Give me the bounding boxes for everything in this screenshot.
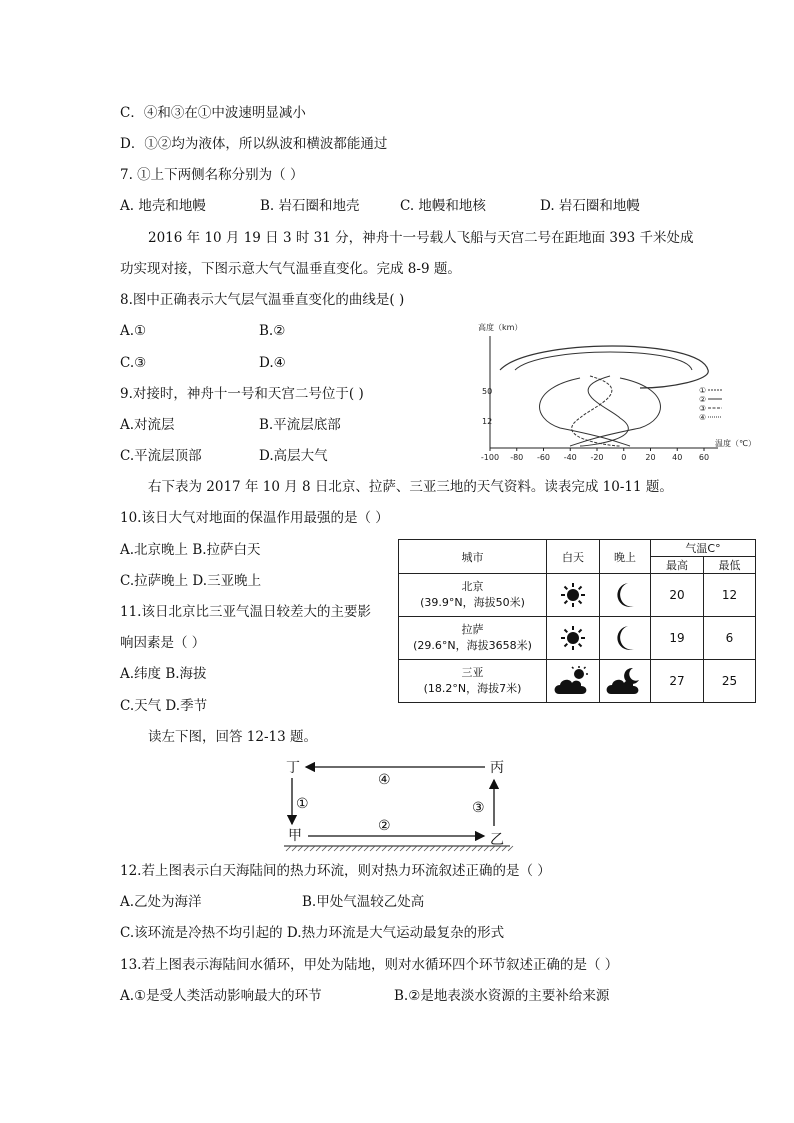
max-temp: 19 [651, 617, 704, 660]
chart-ylabel: 高度（km） [478, 323, 523, 332]
q8-option-c: C.③ [120, 355, 147, 371]
moon-icon [600, 617, 651, 660]
cloud-moon-icon [600, 660, 651, 703]
table-row [399, 617, 756, 660]
q10-options-cd: C.拉萨晚上 D.三亚晚上 [120, 573, 262, 589]
label-ding: 丁 [286, 760, 300, 776]
q8-option-a: A.① [120, 323, 147, 339]
option-c-q6: C．④和③在①中波速明显减小 [120, 105, 306, 121]
q12-options-cd: C.该环流是冷热不均引起的 D.热力环流是大气运动最复杂的形式 [120, 925, 505, 941]
city-name: 北京 [461, 580, 484, 593]
intro-12-13: 读左下图，回答 12-13 题。 [148, 729, 318, 745]
q9-option-a: A.对流层 [120, 417, 175, 433]
question-9: 9.对接时，神舟十一号和天宫二号位于( ) [120, 386, 364, 402]
question-12: 12.若上图表示白天海陆间的热力环流，则对热力环流叙述正确的是（ ） [120, 863, 551, 879]
legend-label-4: ④ [699, 413, 707, 422]
q11-options-ab: A.纬度 B.海拔 [120, 666, 207, 682]
header-day: 白天 [547, 540, 600, 574]
x-tick-label: 20 [645, 453, 656, 462]
q8-option-b: B.② [259, 323, 286, 339]
q13-option-b: B.②是地表淡水资源的主要补给来源 [394, 988, 610, 1004]
table-row [399, 660, 756, 703]
legend-label-3: ③ [699, 404, 707, 413]
max-temp: 20 [651, 574, 704, 617]
city-cell [399, 617, 547, 660]
q12-option-a: A.乙处为海洋 [120, 894, 202, 910]
min-temp: 12 [704, 574, 756, 617]
q7-option-d: D. 岩石圈和地幔 [540, 198, 640, 214]
q9-option-b: B.平流层底部 [259, 417, 341, 433]
option-d-q6: D．①②均为液体，所以纵波和横波都能通过 [120, 136, 388, 152]
intro-10-11: 右下表为 2017 年 10 月 8 日北京、拉萨、三亚三地的天气资料。读表完成 10-11 题。 [148, 479, 673, 495]
q12-option-b: B.甲处气温较乙处高 [302, 894, 425, 910]
city-cell [399, 660, 547, 703]
intro-8-9-line2: 功实现对接，下图示意大气气温垂直变化。完成 8-9 题。 [120, 261, 461, 277]
cloud-sun-icon [547, 660, 600, 703]
y-tick-label: 12 [482, 417, 493, 426]
y-tick-label: 50 [482, 387, 493, 396]
circulation-diagram [280, 756, 520, 852]
moon-icon [600, 574, 651, 617]
curve-5 [570, 378, 660, 446]
curve-2 [515, 352, 692, 370]
q8-option-d: D.④ [259, 355, 286, 371]
city-info: (18.2°N，海拔7米) [423, 682, 522, 695]
atmosphere-temperature-chart [470, 318, 760, 463]
x-tick-label: 40 [672, 453, 683, 462]
city-name: 三亚 [461, 666, 484, 679]
label-arrow-3: ③ [472, 800, 485, 816]
legend-label-1: ① [699, 386, 707, 395]
x-tick-label: -60 [536, 453, 551, 462]
legend-label-2: ② [699, 395, 707, 404]
city-name: 拉萨 [461, 623, 484, 636]
curve-6 [540, 378, 630, 446]
weather-table [398, 539, 756, 703]
question-10: 10.该日大气对地面的保温作用最强的是（ ） [120, 510, 389, 526]
x-tick-label: -100 [480, 453, 500, 462]
x-tick-label: 0 [621, 453, 627, 462]
question-11-line1: 11.该日北京比三亚气温日较差大的主要影 [120, 604, 371, 620]
table-row [399, 574, 756, 617]
x-tick-label: -40 [563, 453, 577, 462]
header-max: 最高 [651, 557, 704, 574]
q7-option-b: B. 岩石圈和地壳 [260, 198, 360, 214]
sun-icon [547, 574, 600, 617]
q7-option-c: C. 地幔和地核 [400, 198, 486, 214]
q11-options-cd: C.天气 D.季节 [120, 698, 208, 714]
header-city: 城市 [399, 540, 547, 574]
city-info: (29.6°N，海拔3658米) [413, 639, 532, 652]
question-13: 13.若上图表示海陆间水循环，甲处为陆地，则对水循环四个环节叙述正确的是（ ） [120, 957, 619, 973]
question-8: 8.图中正确表示大气层气温垂直变化的曲线是( ) [120, 292, 405, 308]
ground-hatching [286, 846, 513, 851]
chart-xlabel: 温度（℃） [715, 439, 756, 448]
question-11-line2: 响因素是（ ） [120, 635, 206, 651]
sun-icon [547, 617, 600, 660]
chart-legend [699, 386, 722, 422]
x-tick-label: 60 [698, 453, 710, 462]
header-temp: 气温C° [651, 540, 756, 557]
city-info: (39.9°N，海拔50米) [420, 596, 525, 609]
city-cell [399, 574, 547, 617]
label-jia: 甲 [288, 828, 302, 844]
q13-option-a: A.①是受人类活动影响最大的环节 [120, 988, 322, 1004]
label-arrow-2: ② [378, 818, 391, 834]
label-arrow-1: ① [296, 796, 309, 812]
min-temp: 25 [704, 660, 756, 703]
q9-option-c: C.平流层顶部 [120, 448, 202, 464]
intro-8-9-line1: 2016 年 10 月 19 日 3 时 31 分，神舟十一号载人飞船与天宫二号在距地面 393 千米处成 [148, 230, 694, 246]
header-night: 晚上 [600, 540, 651, 574]
max-temp: 27 [651, 660, 704, 703]
question-7: 7. ①上下两侧名称分别为（ ） [120, 167, 304, 183]
x-tick-label: -20 [590, 453, 604, 462]
q7-option-a: A. 地壳和地幔 [120, 198, 206, 214]
label-bing: 丙 [490, 760, 504, 776]
header-min: 最低 [704, 557, 756, 574]
q10-options-ab: A.北京晚上 B.拉萨白天 [120, 542, 261, 558]
x-tick-label: -80 [510, 453, 524, 462]
min-temp: 6 [704, 617, 756, 660]
q9-option-d: D.高层大气 [259, 448, 328, 464]
label-arrow-4: ④ [378, 772, 391, 788]
label-yi: 乙 [490, 832, 504, 848]
